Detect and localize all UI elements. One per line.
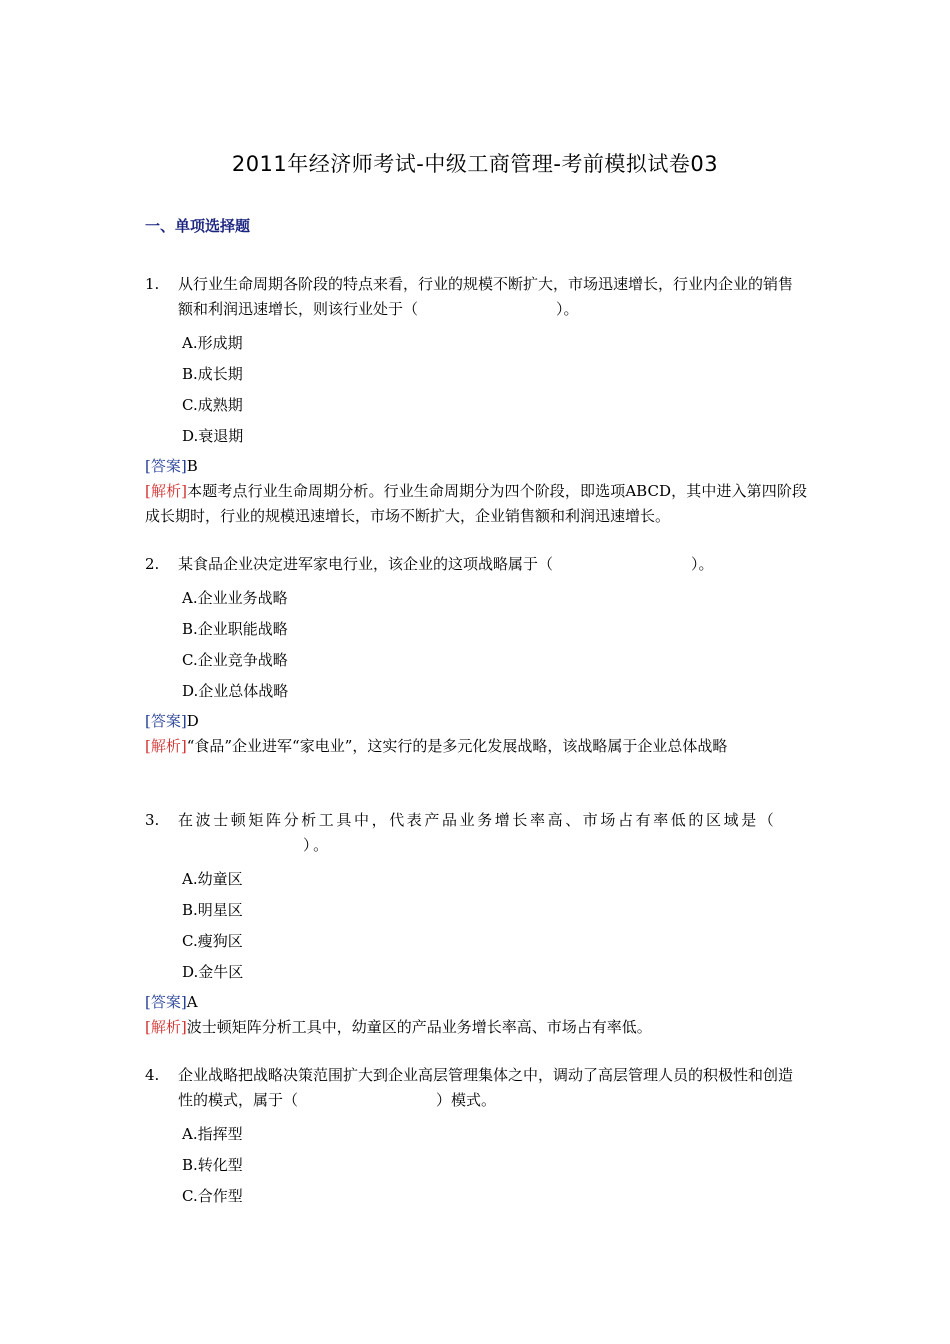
option-a: A.形成期 bbox=[182, 334, 243, 352]
explanation-text: “食品”企业进军“家电业”，这实行的是多元化发展战略，该战略属于企业总体战略 bbox=[186, 737, 728, 755]
option-b: B.转化型 bbox=[182, 1156, 243, 1174]
option-c: C.瘦狗区 bbox=[182, 932, 243, 950]
explanation bbox=[145, 479, 807, 529]
option-list bbox=[182, 328, 807, 452]
question-text-end: ）。 bbox=[303, 836, 331, 854]
answer-tag: [答案] bbox=[145, 457, 187, 475]
answer-line bbox=[145, 990, 807, 1015]
question-2 bbox=[145, 552, 807, 759]
answer-value: A bbox=[186, 993, 198, 1011]
answer-tag: [答案] bbox=[145, 993, 187, 1011]
option-list bbox=[182, 583, 807, 707]
question-4 bbox=[145, 1063, 807, 1212]
question-number: 2. bbox=[145, 555, 160, 573]
option-b: B.企业职能战略 bbox=[182, 620, 288, 638]
section-heading: 一、单项选择题 bbox=[145, 217, 251, 235]
explain-tag: [解析] bbox=[145, 1018, 187, 1036]
question-text-end: ）。 bbox=[691, 555, 714, 573]
explanation bbox=[145, 1015, 807, 1040]
option-d: D.衰退期 bbox=[182, 427, 244, 445]
question-text: 在波士顿矩阵分析工具中，代表产品业务增长率高、市场占有率低的区域是（ bbox=[178, 811, 777, 829]
document-title: 2011年经济师考试-中级工商管理-考前模拟试卷03 bbox=[231, 152, 719, 176]
question-text-end: ）模式。 bbox=[436, 1091, 497, 1109]
option-c: C.成熟期 bbox=[182, 396, 243, 414]
option-a: A.幼童区 bbox=[182, 870, 243, 888]
question-stem bbox=[145, 808, 807, 858]
question-number: 3. bbox=[145, 811, 160, 829]
option-list bbox=[182, 1119, 807, 1212]
question-text: 某食品企业决定进军家电行业，该企业的这项战略属于（ bbox=[178, 555, 554, 573]
answer-line bbox=[145, 454, 807, 479]
question-number: 4. bbox=[145, 1066, 160, 1084]
explanation-text: 波士顿矩阵分析工具中，幼童区的产品业务增长率高、市场占有率低。 bbox=[186, 1018, 652, 1036]
answer-tag: [答案] bbox=[145, 712, 187, 730]
answer-value: B bbox=[186, 457, 198, 475]
explanation-text: 本题考点行业生命周期分析。行业生命周期分为四个阶段，即选项ABCD，其中进入第四阶段成长期时，行业的规模迅速增长，市场不断扩大，企业销售额和利润迅速增长。 bbox=[145, 482, 807, 525]
question-stem bbox=[145, 1063, 807, 1113]
question-stem bbox=[145, 552, 807, 577]
explain-tag: [解析] bbox=[145, 482, 188, 500]
option-b: B.成长期 bbox=[182, 365, 243, 383]
question-text: 企业战略把战略决策范围扩大到企业高层管理集体之中，调动了高层管理人员的积极性和创造性的模式，属于（ bbox=[178, 1066, 794, 1109]
question-1 bbox=[145, 272, 807, 529]
question-number: 1. bbox=[145, 275, 160, 293]
question-3 bbox=[145, 808, 807, 1040]
question-text-end: ）。 bbox=[556, 300, 579, 318]
answer-line bbox=[145, 709, 807, 734]
explain-tag: [解析] bbox=[145, 737, 187, 755]
question-text: 从行业生命周期各阶段的特点来看，行业的规模不断扩大，市场迅速增长，行业内企业的销售额和利润迅速增长，则该行业处于（ bbox=[178, 275, 794, 318]
option-d: D.金牛区 bbox=[182, 963, 244, 981]
question-stem bbox=[145, 272, 807, 322]
option-list bbox=[182, 864, 807, 988]
option-d: D.企业总体战略 bbox=[182, 682, 289, 700]
option-b: B.明星区 bbox=[182, 901, 243, 919]
option-a: A.指挥型 bbox=[182, 1125, 243, 1143]
answer-value: D bbox=[186, 712, 199, 730]
option-a: A.企业业务战略 bbox=[182, 589, 288, 607]
option-c: C.合作型 bbox=[182, 1187, 243, 1205]
option-c: C.企业竞争战略 bbox=[182, 651, 288, 669]
explanation bbox=[145, 734, 807, 759]
